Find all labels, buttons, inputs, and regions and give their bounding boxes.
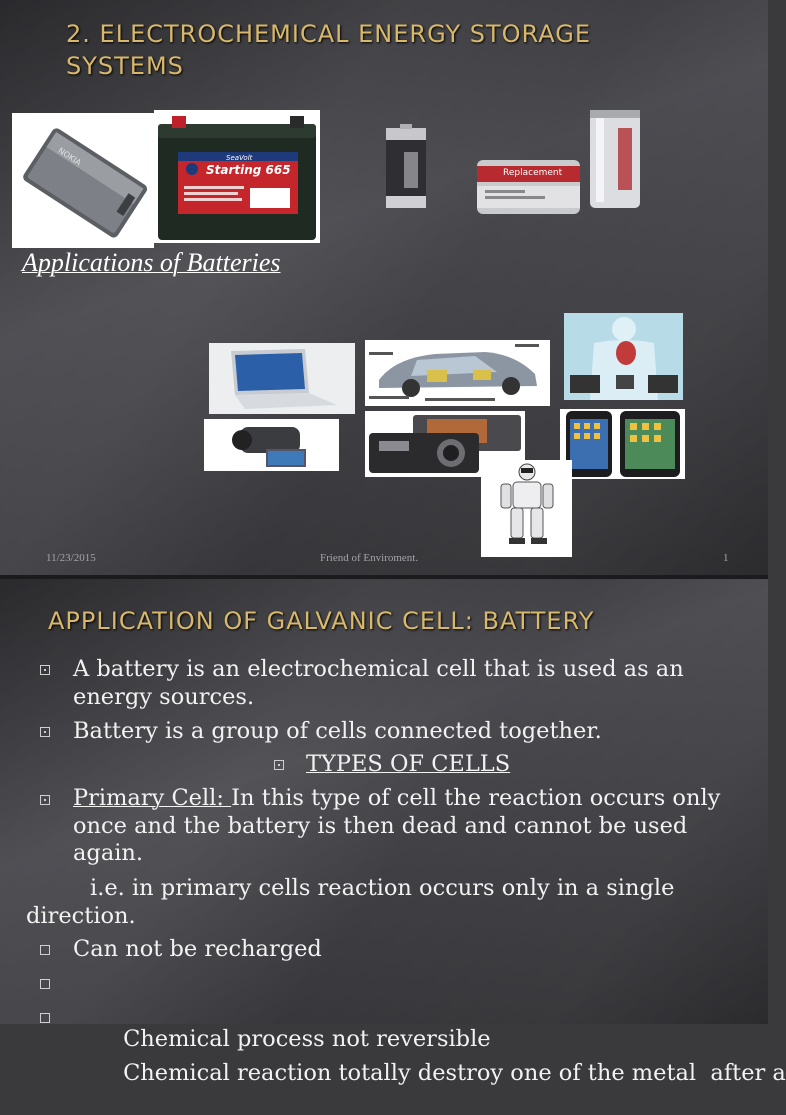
bullet-types-of-cells: TYPES OF CELLS (306, 750, 726, 778)
smartphones-image (560, 409, 685, 479)
silver-cell-image (588, 108, 642, 210)
applications-caption: Applications of Batteries (22, 248, 281, 277)
footer-center-text: Friend of Enviroment. (320, 552, 419, 564)
robot-image (481, 460, 572, 557)
hybrid-car-image (365, 340, 550, 406)
bullet-marker-icon (40, 727, 50, 737)
sub-bullet-marker-icon (40, 979, 50, 989)
bullet-marker-icon (274, 760, 284, 770)
car-battery-image (154, 110, 320, 243)
cylindrical-cell-image (475, 156, 582, 216)
bullet-primary-cell: Primary Cell: In this type of cell the reaction occurs only once and the battery is then dead and cannot be used again. (73, 785, 733, 868)
footer-page-number: 1 (723, 552, 729, 564)
bullet-battery-definition: A battery is an electrochemical cell that is used as an energy sources. (73, 655, 733, 711)
svg-text:NOKIA: NOKIA (56, 146, 83, 168)
car-battery-label: Starting 665 (206, 163, 291, 177)
laptop-image (209, 343, 355, 414)
bullet-group-of-cells: Battery is a group of cells connected together. (73, 717, 733, 745)
footer-date: 11/23/2015 (46, 552, 96, 564)
bullet-marker-icon (40, 795, 50, 805)
car-battery-brand: SeaVolt (226, 154, 253, 162)
sub-bullet-marker-icon (40, 1013, 50, 1023)
slide-2-title: APPLICATION OF GALVANIC CELL: BATTERY (48, 607, 595, 635)
phone-battery-image (12, 113, 154, 248)
camcorder-image (204, 419, 339, 471)
primary-cell-explanation: i.e. in primary cells reaction occurs only in a single direction. (26, 875, 675, 929)
sub-bullet-not-reversible: Chemical process not reversible (73, 969, 733, 1081)
pacemaker-torso-image (564, 313, 683, 400)
sub-bullet-destroys-metal: Chemical reaction totally destroy one of the metal after a (73, 1003, 753, 1115)
bullet-marker-icon (40, 665, 50, 675)
slide-2 (0, 579, 786, 1086)
sub-bullet-not-recharged: Can not be recharged (73, 935, 733, 963)
slide-1-title: 2. ELECTROCHEMICAL ENERGY STORAGE SYSTEMS (66, 20, 592, 80)
sub-bullet-marker-icon (40, 945, 50, 955)
cylindrical-cell-label: Replacement (503, 168, 563, 178)
d-cell-battery-image (384, 124, 428, 210)
